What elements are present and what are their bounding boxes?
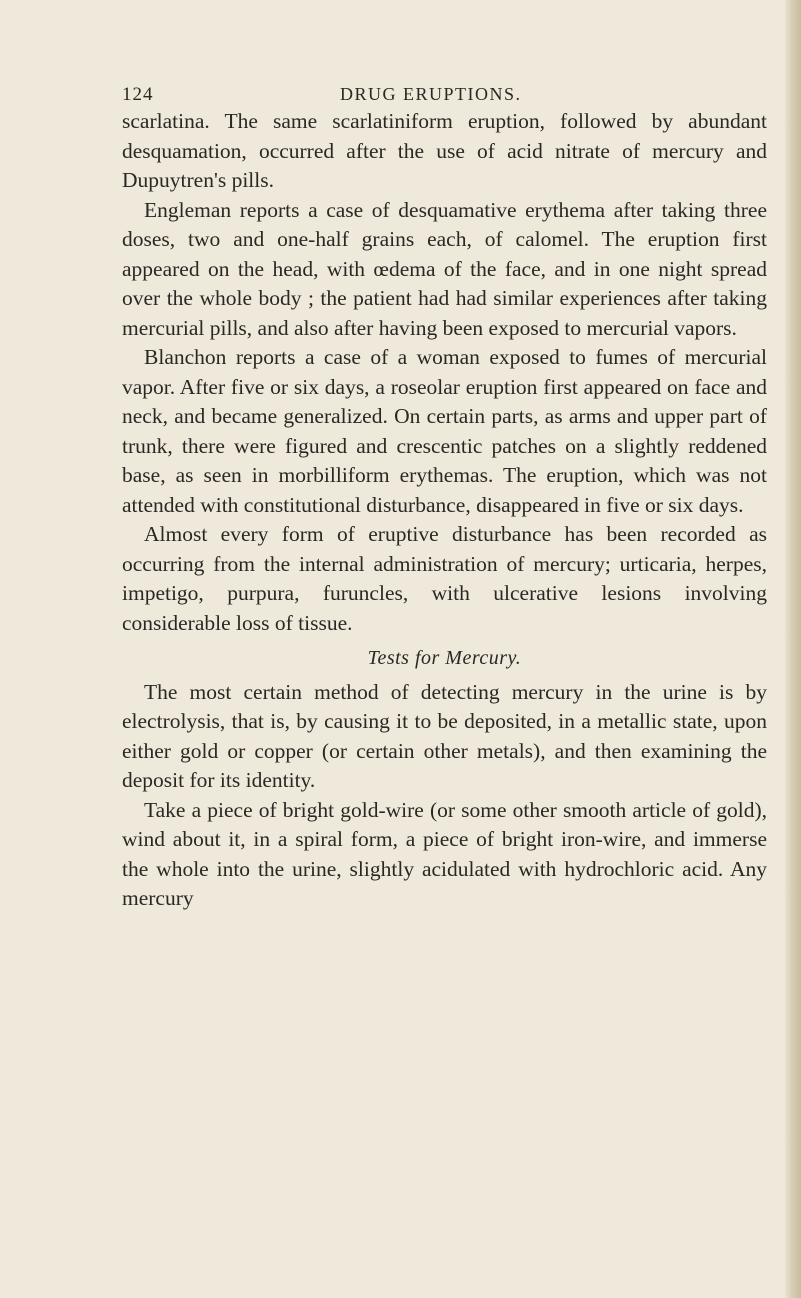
paragraph-gold-wire: Take a piece of bright gold-wire (or some other smooth article of gold), wind about it, in a spiral form, a piece of bright iron-wire, and immerse the whole into the urine, slightly acidulated with hydrochloric acid. Any mercury	[122, 797, 767, 910]
paragraph-engleman: Engleman reports a case of desquamative erythema after taking three doses, two and one-half grains each, of calomel. The eruption first appeared on the head, with œdema of the face, and in one night spread over the whole body ; the patient had had similar experiences after taking mercurial pills, and also after having been exposed to mercurial vapors.	[122, 197, 767, 340]
page-number: 124	[122, 84, 154, 105]
paragraph-electrolysis: The most certain method of detecting mercury in the urine is by electrolysis, that is, by causing it to be deposited, in a metallic state, upon either gold or copper (or certain other metals), and then examining the deposit for its identity.	[122, 679, 767, 792]
running-head: DRUG ERUPTIONS.	[340, 84, 522, 104]
paragraph-continuation: scarlatina. The same scarlatiniform eruption, followed by abundant desquamation, occurred after the use of acid nitrate of mercury and Dupuytren's pills.	[122, 109, 767, 192]
paragraph-blanchon: Blanchon reports a case of a woman exposed to fumes of mercurial vapor. After five or six days, a roseolar eruption first appeared on face and neck, and became generalized. On certain parts, as arms and upper part of trunk, there were figured and crescentic patches on a slightly reddened base, as seen in morbilliform erythemas. The eruption, which was not attended with constitutional disturbance, disappeared in five or six days.	[122, 345, 767, 517]
page-edge-shadow	[785, 0, 801, 1298]
section-heading: Tests for Mercury.	[367, 647, 522, 669]
body-text	[122, 107, 767, 914]
paragraph-eruptive-forms: Almost every form of eruptive disturbance has been recorded as occurring from the internal administration of mercury; urticaria, herpes, impetigo, purpura, furuncles, with ulcerative lesions involving considerable loss of tissue.	[122, 522, 767, 635]
